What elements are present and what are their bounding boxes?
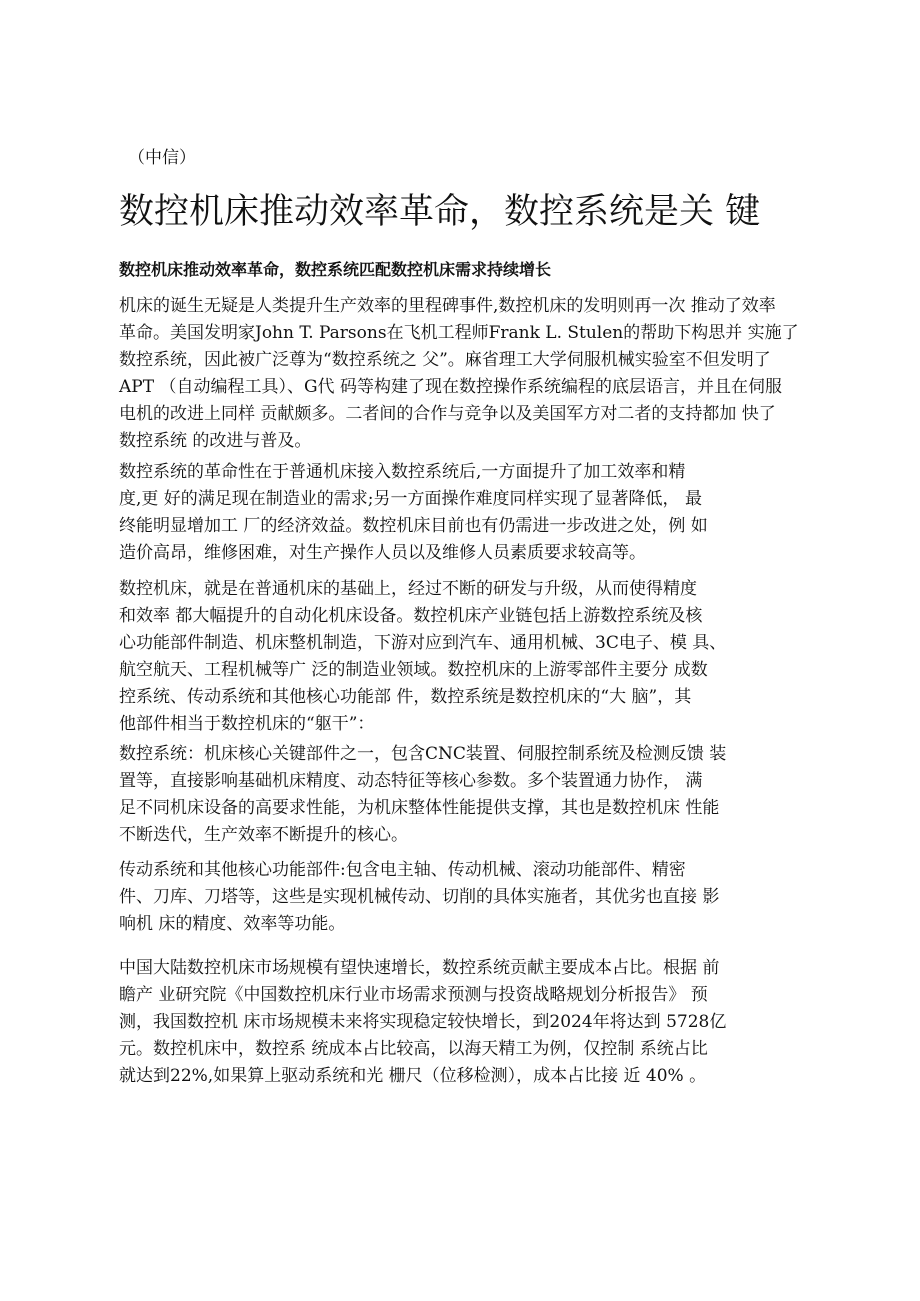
paragraph-line: APT （自动编程工具）、G代 码等构建了现在数控操作系统编程的底层语言，并且在伺服 xyxy=(119,377,782,397)
paragraph-line: 元。数控机床中，数控系 统成本占比较高，以海天精工为例，仅控制 系统占比 xyxy=(119,1039,708,1059)
paragraph-line: 终能明显增加工 厂的经济效益。数控机床目前也有仍需进一步改进之处，例 如 xyxy=(119,516,708,536)
paragraph-line: 数控系统：机床核心关键部件之一，包含CNC装置、伺服控制系统及检测反馈 装 xyxy=(119,744,727,764)
paragraph-line: 件、刀库、刀塔等，这些是实现机械传动、切削的具体实施者，其优劣也直接 影 xyxy=(119,887,720,907)
paragraph-line: 就达到22%,如果算上驱动系统和光 栅尺（位移检测），成本占比接 近 40% 。 xyxy=(119,1066,707,1086)
source-label: （中信） xyxy=(128,148,196,168)
paragraph-line: 数控机床，就是在普通机床的基础上，经过不断的研发与升级，从而使得精度 xyxy=(119,579,697,599)
paragraph-line: 足不同机床设备的高要求性能，为机床整体性能提供支撑，其也是数控机床 性能 xyxy=(119,798,720,818)
paragraph-line: 航空航天、工程机械等广 泛的制造业领域。数控机床的上游零部件主要分 成数 xyxy=(119,660,708,680)
paragraph-line: 心功能部件制造、机床整机制造，下游对应到汽车、通用机械、3C电子、模 具、 xyxy=(119,633,727,653)
paragraph-industry-chain xyxy=(119,576,726,738)
page-title: 数控机床推动效率革命，数控系统是关 键 xyxy=(119,192,761,232)
paragraph-line: 数控系统，因此被广泛尊为“数控系统之 父”。麻省理工大学伺服机械实验室不但发明了 xyxy=(119,350,771,370)
paragraph-line: 数控系统 的改进与普及。 xyxy=(119,431,312,451)
paragraph-line: 响机 床的精度、效率等功能。 xyxy=(119,914,346,934)
paragraph-line: 造价高昂，维修困难，对生产操作人员以及维修人员素质要求较高等。 xyxy=(119,543,646,563)
paragraph-revolution xyxy=(119,459,708,567)
paragraph-market xyxy=(119,955,726,1090)
paragraph-transmission xyxy=(119,857,719,938)
paragraph-line: 数控系统的革命性在于普通机床接入数控系统后,一方面提升了加工效率和精 xyxy=(119,462,686,482)
paragraph-line: 他部件相当于数控机床的“躯干”： xyxy=(119,714,375,734)
section-subtitle: 数控机床推动效率革命，数控系统匹配数控机床需求持续增长 xyxy=(119,260,552,279)
paragraph-line: 和效率 都大幅提升的自动化机床设备。数控机床产业链包括上游数控系统及核 xyxy=(119,606,703,626)
paragraph-line: 瞻产 业研究院《中国数控机床行业市场需求预测与投资战略规划分析报告》 预 xyxy=(119,985,708,1005)
paragraph-line: 控系统、传动系统和其他核心功能部 件，数控系统是数控机床的“大 脑”，其 xyxy=(119,687,692,707)
paragraph-line: 中国大陆数控机床市场规模有望快速增长，数控系统贡献主要成本占比。根据 前 xyxy=(119,958,720,978)
paragraph-line: 测，我国数控机 床市场规模未来将实现稳定较快增长，到2024年将达到 5728亿 xyxy=(119,1012,727,1032)
paragraph-line: 传动系统和其他核心功能部件:包含电主轴、传动机械、滚动功能部件、精密 xyxy=(119,860,686,880)
paragraph-line: 机床的诞生无疑是人类提升生产效率的里程碑事件,数控机床的发明则再一次 推动了效率 xyxy=(119,296,776,316)
paragraph-line: 度,更 好的满足现在制造业的需求;另一方面操作难度同样实现了显著降低， 最 xyxy=(119,489,702,509)
paragraph-line: 不断迭代，生产效率不断提升的核心。 xyxy=(119,825,408,845)
paragraph-line: 置等，直接影响基础机床精度、动态特征等核心参数。多个装置通力协作， 满 xyxy=(119,771,703,791)
paragraph-line: 电机的改进上同样 贡献颇多。二者间的合作与竞争以及美国军方对二者的支持都加 快了 xyxy=(119,404,776,424)
paragraph-line: 革命。美国发明家John T. Parsons在飞机工程师Frank L. Stulen的帮助下构思并 实施了 xyxy=(119,323,799,343)
paragraph-cnc-system xyxy=(119,741,726,849)
paragraph-history xyxy=(119,293,799,455)
